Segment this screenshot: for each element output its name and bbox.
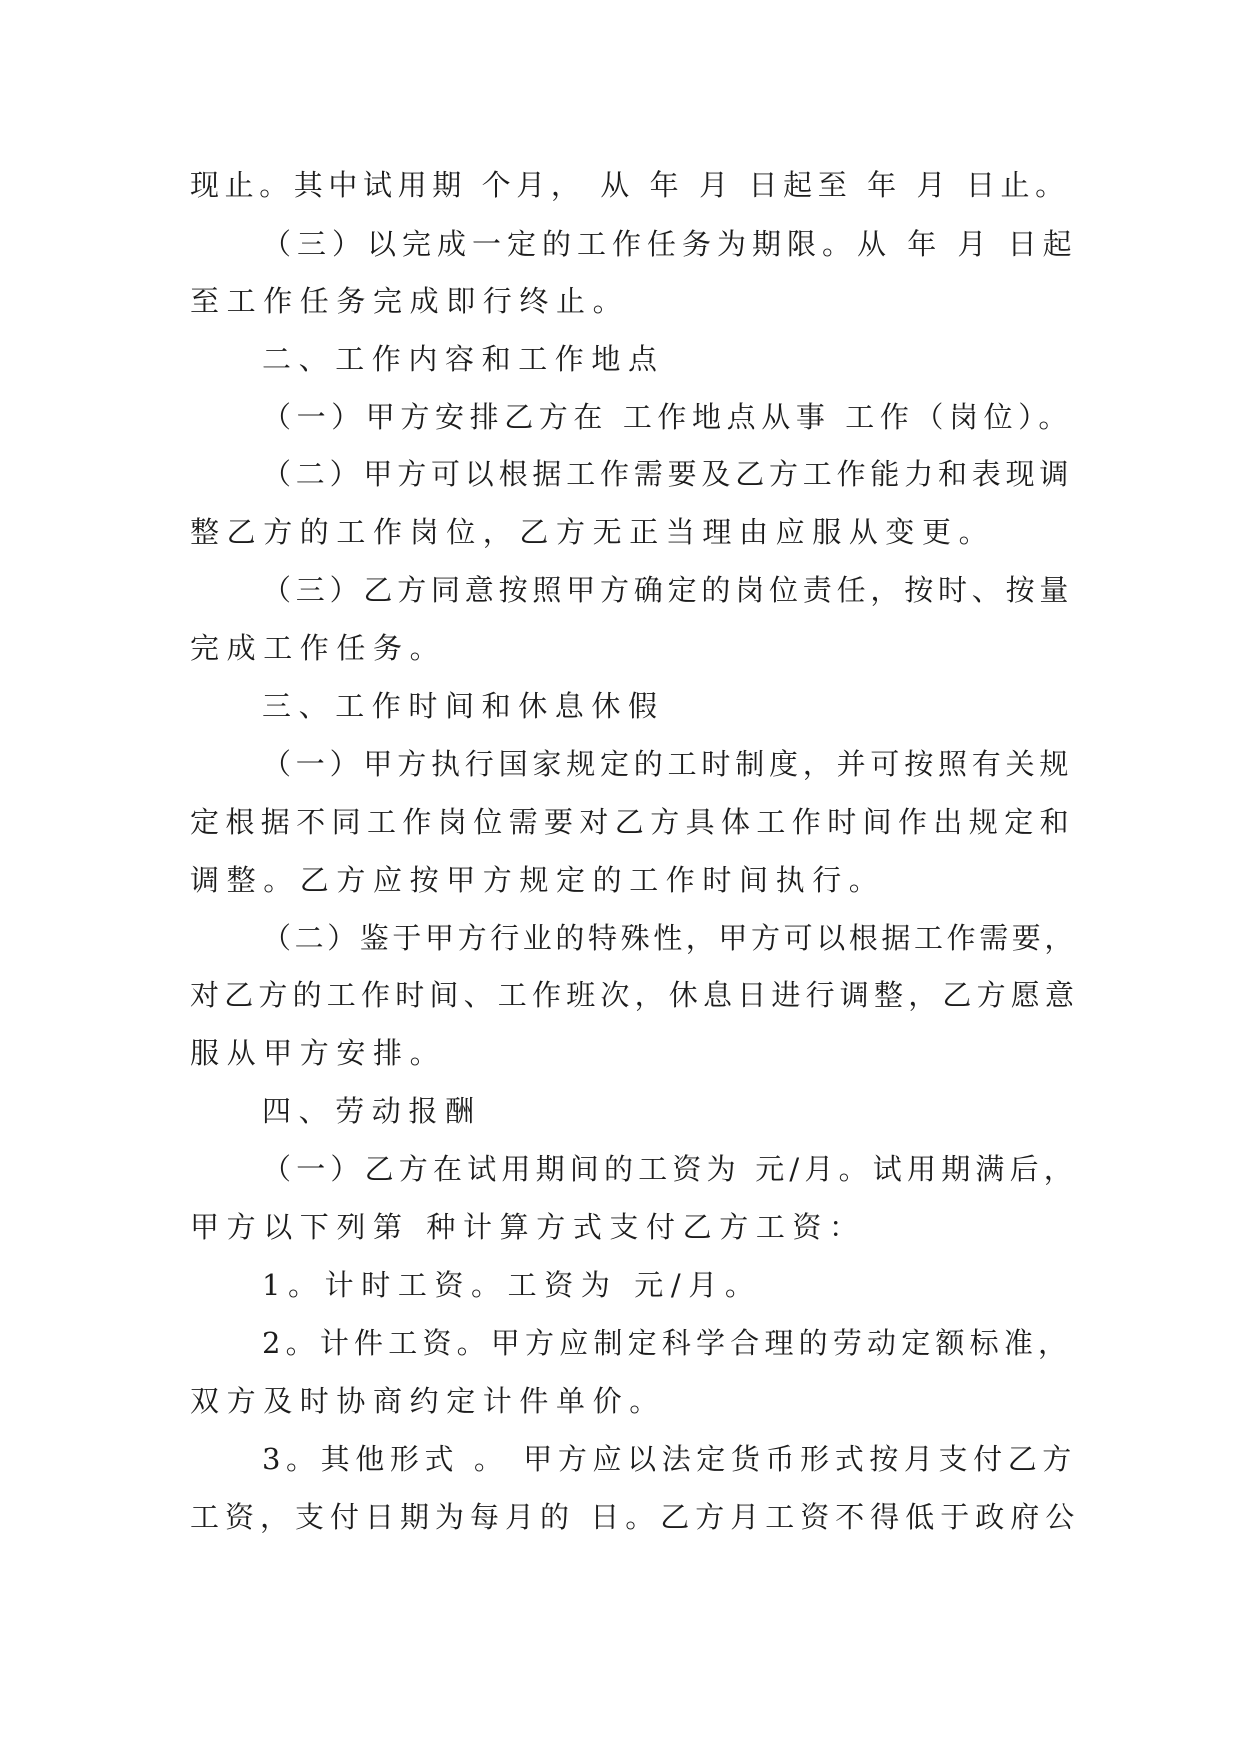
text-line: 2。计件工资。甲方应制定科学合理的劳动定额标准，	[262, 1326, 1073, 1360]
text-line: （二）鉴于甲方行业的特殊性，甲方可以根据工作需要，	[262, 921, 1078, 955]
text-line: 工资，支付日期为每月的 日。乙方月工资不得低于政府公	[190, 1500, 1081, 1534]
text-line: 调整。乙方应按甲方规定的工作时间执行。	[190, 863, 886, 897]
text-line: 完成工作任务。	[190, 631, 447, 665]
text-line: 现止。其中试用期 个月， 从 年 月 日起至 年 月 日止。	[190, 168, 1070, 202]
text-line: （一）甲方安排乙方在 工作地点从事 工作（岗位）。	[262, 400, 1073, 434]
text-line: 对乙方的工作时间、工作班次，休息日进行调整，乙方愿意	[190, 978, 1080, 1012]
text-line: （三）以完成一定的工作任务为期限。从 年 月 日起	[262, 227, 1078, 261]
section-heading: 二、工作内容和工作地点	[262, 342, 665, 376]
text-line: 3。其他形式 。 甲方应以法定货币形式按月支付乙方	[262, 1442, 1077, 1476]
section-heading: 四、劳动报酬	[262, 1094, 482, 1128]
text-line: （二）甲方可以根据工作需要及乙方工作能力和表现调	[262, 457, 1074, 491]
text-line: 服从甲方安排。	[190, 1036, 447, 1070]
text-line: 双方及时协商约定计件单价。	[190, 1384, 666, 1418]
text-line: 定根据不同工作岗位需要对乙方具体工作时间作出规定和	[190, 805, 1076, 839]
text-line: 1。计时工资。工资为 元/月。	[262, 1268, 762, 1302]
text-line: （三）乙方同意按照甲方确定的岗位责任，按时、按量	[262, 573, 1074, 607]
text-line: 整乙方的工作岗位，乙方无正当理由应服从变更。	[190, 515, 996, 549]
text-line: 至工作任务完成即行终止。	[190, 284, 630, 318]
text-line: （一）乙方在试用期间的工资为 元/月。试用期满后，	[262, 1152, 1078, 1186]
section-heading: 三、工作时间和休息休假	[262, 689, 665, 723]
text-line: 甲方以下列第 种计算方式支付乙方工资：	[190, 1210, 866, 1244]
text-line: （一）甲方执行国家规定的工时制度，并可按照有关规	[262, 747, 1074, 781]
